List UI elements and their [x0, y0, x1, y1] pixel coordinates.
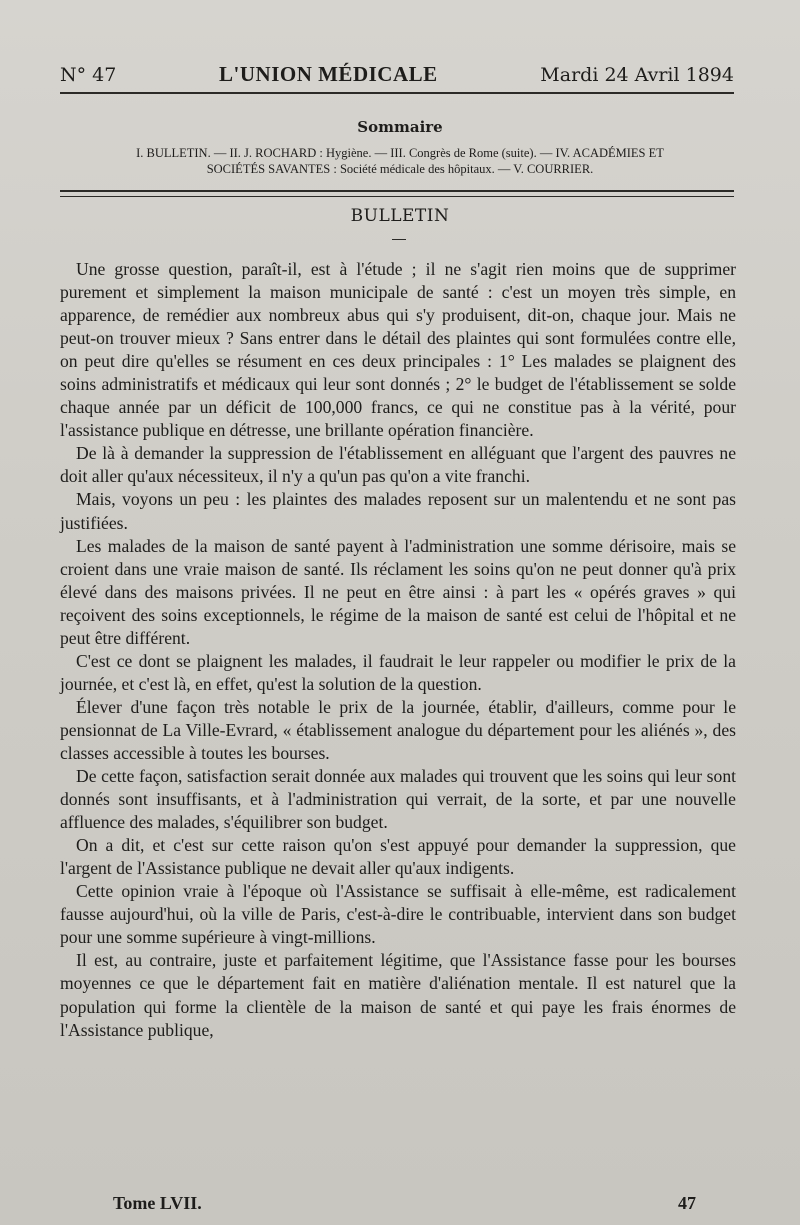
bulletin-text	[60, 258, 736, 1042]
paragraph: Il est, au contraire, juste et parfaitement légitime, que l'Assistance fasse pour les bourses moyennes ce que le département fait en matière d'aliénation mentale. Il est naturel que la population qui forme la clientèle de la maison de santé et qui paye les frais énormes de l'Assistance publique,	[60, 950, 736, 1040]
paragraph: Mais, voyons un peu : les plaintes des malades reposent sur un malentendu et ne sont pas justifiées.	[60, 489, 736, 533]
masthead	[60, 62, 734, 94]
paragraph: On a dit, et c'est sur cette raison qu'on s'est appuyé pour demander la suppression, que l'argent de l'Assistance publique ne devait aller qu'aux indigents.	[60, 835, 736, 879]
paragraph: De là à demander la suppression de l'établissement en alléguant que l'argent des pauvres ne doit aller qu'aux nécessiteux, il n'y a qu'un pas qu'on a vite franchi.	[60, 443, 736, 487]
paragraph: De cette façon, satisfaction serait donnée aux malades qui trouvent que les soins qui leur sont donnés sont insuffisants, et à l'administration qui verrait, de la sorte, et par une nouvelle affluence des malades, s'équilibrer son budget.	[60, 766, 736, 833]
paragraph: Cette opinion vraie à l'époque où l'Assistance se suffisait à elle-même, est radicalement fausse aujourd'hui, où la ville de Paris, c'est-à-dire le contribuable, intervient dans son budget pour une somme supérieure à vingt-millions.	[60, 881, 736, 948]
page-footer	[113, 1193, 696, 1214]
section-divider	[60, 190, 734, 197]
journal-title: L'UNION MÉDICALE	[219, 62, 438, 86]
tome-label: Tome LVII.	[113, 1193, 202, 1213]
sommaire-line: SOCIÉTÉS SAVANTES : Société médicale des hôpitaux. — V. COURRIER.	[206, 162, 594, 176]
title-dash	[392, 239, 406, 240]
paragraph: Les malades de la maison de santé payent à l'administration une somme dérisoire, mais se croient dans une vraie maison de santé. Ils réclament les soins qu'on ne peut donner qu'à prix élevé dans des maisons privées. Il ne peut en être ainsi : à part les « opérés graves » qui reçoivent des soins exceptionnels, le régime de la maison de santé est celui de l'hôpital et ne peut être différent.	[60, 535, 736, 648]
paragraph: C'est ce dont se plaignent les malades, il faudrait le leur rappeler ou modifier le prix de la journée, et c'est là, en effet, qu'est la solution de la question.	[60, 650, 736, 694]
issue-number: N° 47	[60, 64, 117, 86]
page-number: 47	[678, 1193, 696, 1213]
bulletin-title: BULLETIN	[350, 206, 450, 226]
sommaire-title: Sommaire	[357, 118, 443, 136]
issue-date: Mardi 24 Avril 1894	[540, 64, 734, 86]
paragraph: Une grosse question, paraît-il, est à l'étude ; il ne s'agit rien moins que de supprimer purement et simplement la maison municipale de santé : c'est un moyen très simple, en apparence, de remédier aux nombreux abus qui s'y produisent, dit-on, chaque jour. Mais ne peut-on trouver mieux ? Sans entrer dans le détail des plaintes qui sont formulées contre elle, on peut dire qu'elles se résument en ces deux principales : 1° Les malades se plaignent des soins administratifs et médicaux qui leur sont donnés ; 2° le budget de l'établissement se solde chaque année par un déficit de 100,000 francs, ce qui ne constitue pas à la vérité, pour l'assistance publique en détresse, une brillante opération financière.	[60, 259, 736, 441]
sommaire-contents	[56, 145, 744, 177]
paragraph: Élever d'une façon très notable le prix de la journée, établir, d'ailleurs, comme pour le pensionnat de La Ville-Evrard, « établissement analogue du département pour les aliénés », des classes accessible à toutes les bourses.	[60, 696, 736, 763]
sommaire-line: I. BULLETIN. — II. J. ROCHARD : Hygiène. — III. Congrès de Rome (suite). — IV. ACADÉMIES ET	[136, 146, 664, 160]
